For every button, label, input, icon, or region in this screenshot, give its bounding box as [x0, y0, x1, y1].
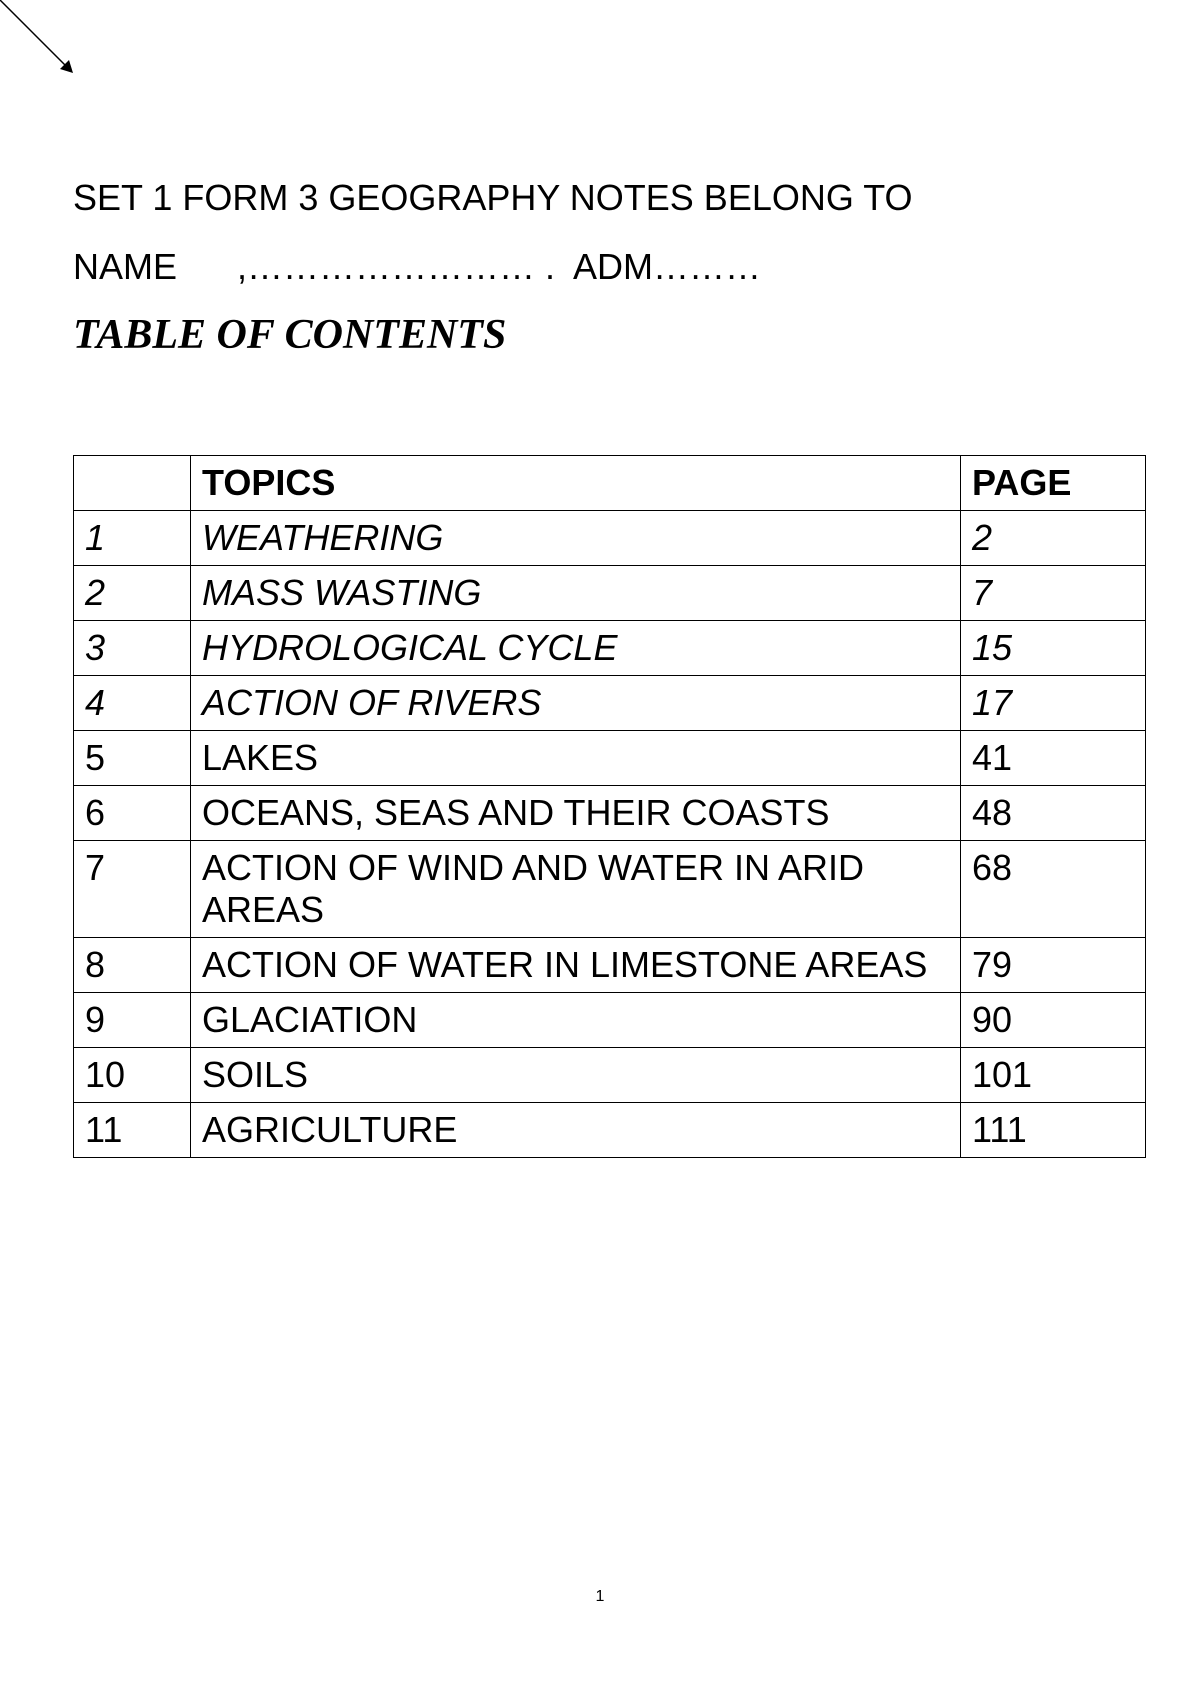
table-row: [74, 993, 1146, 1048]
topic-title: WEATHERING: [191, 511, 961, 566]
table-row: [74, 786, 1146, 841]
column-header-number: [74, 456, 191, 511]
table-row: [74, 1048, 1146, 1103]
topic-number: 2: [74, 566, 191, 621]
topic-title: ACTION OF WIND AND WATER IN ARID AREAS: [191, 841, 961, 938]
topic-number: 10: [74, 1048, 191, 1103]
topic-title: ACTION OF WATER IN LIMESTONE AREAS: [191, 938, 961, 993]
table-row: [74, 566, 1146, 621]
toc-title: TABLE OF CONTENTS: [73, 312, 507, 358]
table-row: [74, 621, 1146, 676]
name-adm-line: NAME ,…………………… . ADM………: [73, 246, 762, 287]
column-header-topics: TOPICS: [191, 456, 961, 511]
topic-number: 3: [74, 621, 191, 676]
table-row: [74, 731, 1146, 786]
topic-page: 101: [961, 1048, 1146, 1103]
topic-number: 7: [74, 841, 191, 938]
topic-number: 8: [74, 938, 191, 993]
topic-title: SOILS: [191, 1048, 961, 1103]
topic-page: 2: [961, 511, 1146, 566]
table-row: [74, 938, 1146, 993]
table-row: [74, 841, 1146, 938]
topic-number: 11: [74, 1103, 191, 1158]
table-row: [74, 511, 1146, 566]
notes-owner-heading: SET 1 FORM 3 GEOGRAPHY NOTES BELONG TO: [73, 177, 913, 218]
topic-title: ACTION OF RIVERS: [191, 676, 961, 731]
page-number: 1: [595, 1588, 605, 1605]
topic-number: 1: [74, 511, 191, 566]
topic-title: LAKES: [191, 731, 961, 786]
topic-page: 68: [961, 841, 1146, 938]
topic-page: 41: [961, 731, 1146, 786]
topic-title: AGRICULTURE: [191, 1103, 961, 1158]
topic-number: 9: [74, 993, 191, 1048]
topic-title: HYDROLOGICAL CYCLE: [191, 621, 961, 676]
toc-table: [73, 455, 1146, 1158]
table-row: [74, 1103, 1146, 1158]
column-header-page: PAGE: [961, 456, 1146, 511]
topic-page: 15: [961, 621, 1146, 676]
topic-page: 7: [961, 566, 1146, 621]
topic-title: GLACIATION: [191, 993, 961, 1048]
topic-page: 79: [961, 938, 1146, 993]
topic-number: 4: [74, 676, 191, 731]
topic-number: 6: [74, 786, 191, 841]
topic-page: 111: [961, 1103, 1146, 1158]
table-header-row: [74, 456, 1146, 511]
arrow-shape: [0, 0, 80, 80]
topic-number: 5: [74, 731, 191, 786]
topic-page: 17: [961, 676, 1146, 731]
topic-page: 90: [961, 993, 1146, 1048]
topic-page: 48: [961, 786, 1146, 841]
topic-title: MASS WASTING: [191, 566, 961, 621]
table-row: [74, 676, 1146, 731]
topic-title: OCEANS, SEAS AND THEIR COASTS: [191, 786, 961, 841]
